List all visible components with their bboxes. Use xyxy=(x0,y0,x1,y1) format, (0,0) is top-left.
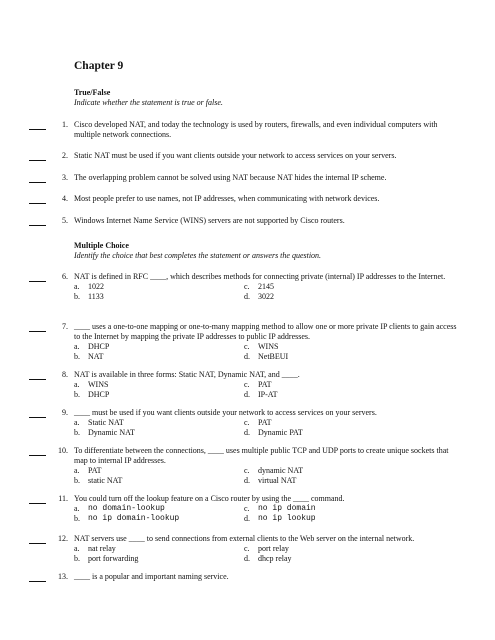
option-letter: d. xyxy=(244,390,250,399)
section-title-true-false: True/False xyxy=(74,88,111,97)
option-text: nat relay xyxy=(88,544,116,553)
question-text: Cisco developed NAT, and today the technology is used by routers, firewalls, and even individual computers with multiple network connections. xyxy=(74,120,438,139)
option-letter: d. xyxy=(244,352,250,361)
answer-blank xyxy=(29,331,46,332)
option-text: WINS xyxy=(88,380,109,389)
option-letter: c. xyxy=(244,342,250,351)
chapter-title: Chapter 9 xyxy=(74,60,124,72)
question-number: 8. xyxy=(62,370,68,379)
option-letter: b. xyxy=(74,390,80,399)
question-text: To differentiate between the connections, ____ uses multiple public TCP and UDP ports to create unique sockets that map to internal IP addresses. xyxy=(74,446,449,465)
option-letter: d. xyxy=(244,554,250,563)
option-letter: b. xyxy=(74,292,80,301)
answer-blank xyxy=(29,417,46,418)
question-text: The overlapping problem cannot be solved using NAT because NAT hides the internal IP scheme. xyxy=(74,173,387,182)
option-text: no ip lookup xyxy=(258,514,316,523)
answer-blank xyxy=(29,543,46,544)
question-text: NAT is defined in RFC ____, which describes methods for connecting private (internal) IP addresses to the Internet. xyxy=(74,272,446,281)
option-letter: d. xyxy=(244,292,250,301)
option-text: no domain-lookup xyxy=(88,504,165,513)
option-letter: c. xyxy=(244,544,250,553)
answer-blank xyxy=(29,581,46,582)
option-letter: a. xyxy=(74,380,80,389)
option-letter: a. xyxy=(74,342,80,351)
option-letter: a. xyxy=(74,544,80,553)
question-number: 3. xyxy=(62,173,68,182)
question-text: You could turn off the lookup feature on a Cisco router by using the ____ command. xyxy=(74,494,345,503)
question-number: 10. xyxy=(58,446,68,455)
option-letter: c. xyxy=(244,466,250,475)
answer-blank xyxy=(29,129,46,130)
option-letter: a. xyxy=(74,282,80,291)
question-number: 12. xyxy=(58,534,68,543)
question-number: 4. xyxy=(62,194,68,203)
question-number: 9. xyxy=(62,408,68,417)
answer-blank xyxy=(29,160,46,161)
option-text: 1022 xyxy=(88,282,104,291)
question-number: 7. xyxy=(62,322,68,331)
section-instructions-multiple-choice: Identify the choice that best completes the statement or answers the question. xyxy=(74,251,322,260)
option-text: port relay xyxy=(258,544,289,553)
option-text: 3022 xyxy=(258,292,274,301)
question-text: NAT servers use ____ to send connections from external clients to the Web server on the internal network. xyxy=(74,534,415,543)
option-text: port forwarding xyxy=(88,554,139,563)
section-title-multiple-choice: Multiple Choice xyxy=(74,241,129,250)
option-letter: c. xyxy=(244,380,250,389)
option-text: DHCP xyxy=(88,390,110,399)
option-letter: a. xyxy=(74,504,80,513)
option-text: DHCP xyxy=(88,342,110,351)
option-text: 2145 xyxy=(258,282,274,291)
option-text: no ip domain-lookup xyxy=(88,514,180,523)
option-text: dynamic NAT xyxy=(258,466,304,475)
option-text: IP-AT xyxy=(258,390,278,399)
answer-blank xyxy=(29,182,46,183)
option-text: no ip domain xyxy=(258,504,316,513)
option-text: Static NAT xyxy=(88,418,124,427)
option-letter: a. xyxy=(74,466,80,475)
question-number: 6. xyxy=(62,272,68,281)
question-text: ____ must be used if you want clients outside your network to access services on your servers. xyxy=(74,408,377,417)
question-number: 2. xyxy=(62,151,68,160)
option-letter: b. xyxy=(74,476,80,485)
question-number: 13. xyxy=(58,572,68,581)
option-text: PAT xyxy=(258,380,272,389)
option-text: WINS xyxy=(258,342,279,351)
answer-blank xyxy=(29,225,46,226)
option-text: NetBEUI xyxy=(258,352,289,361)
option-letter: b. xyxy=(74,514,80,523)
question-text: Static NAT must be used if you want clients outside your network to access services on your servers. xyxy=(74,151,397,160)
answer-blank xyxy=(29,281,46,282)
option-text: PAT xyxy=(88,466,102,475)
option-text: static NAT xyxy=(88,476,123,485)
question-text: ____ uses a one-to-one mapping or one-to-many mapping method to allow one or more private IP clients to gain access to the Internet by mapping the private IP addresses to public IP addresses. xyxy=(74,322,457,341)
option-letter: c. xyxy=(244,418,250,427)
option-letter: d. xyxy=(244,514,250,523)
option-letter: b. xyxy=(74,428,80,437)
option-text: virtual NAT xyxy=(258,476,297,485)
option-text: NAT xyxy=(88,352,104,361)
option-letter: d. xyxy=(244,428,250,437)
question-number: 1. xyxy=(62,120,68,129)
option-text: Dynamic PAT xyxy=(258,428,303,437)
option-letter: c. xyxy=(244,282,250,291)
option-text: 1133 xyxy=(88,292,104,301)
question-number: 11. xyxy=(58,494,68,503)
question-text: ____ is a popular and important naming service. xyxy=(74,572,229,581)
answer-blank xyxy=(29,379,46,380)
option-text: PAT xyxy=(258,418,272,427)
answer-blank xyxy=(29,203,46,204)
question-number: 5. xyxy=(62,216,68,225)
question-text: Windows Internet Name Service (WINS) servers are not supported by Cisco routers. xyxy=(74,216,345,225)
option-letter: b. xyxy=(74,554,80,563)
option-text: Dynamic NAT xyxy=(88,428,135,437)
option-letter: a. xyxy=(74,418,80,427)
question-text: NAT is available in three forms: Static NAT, Dynamic NAT, and ____. xyxy=(74,370,300,379)
option-letter: b. xyxy=(74,352,80,361)
option-letter: c. xyxy=(244,504,250,513)
answer-blank xyxy=(29,455,46,456)
question-text: Most people prefer to use names, not IP addresses, when communicating with network devices. xyxy=(74,194,380,203)
option-letter: d. xyxy=(244,476,250,485)
answer-blank xyxy=(29,503,46,504)
option-text: dhcp relay xyxy=(258,554,292,563)
section-instructions-true-false: Indicate whether the statement is true or false. xyxy=(74,98,223,107)
